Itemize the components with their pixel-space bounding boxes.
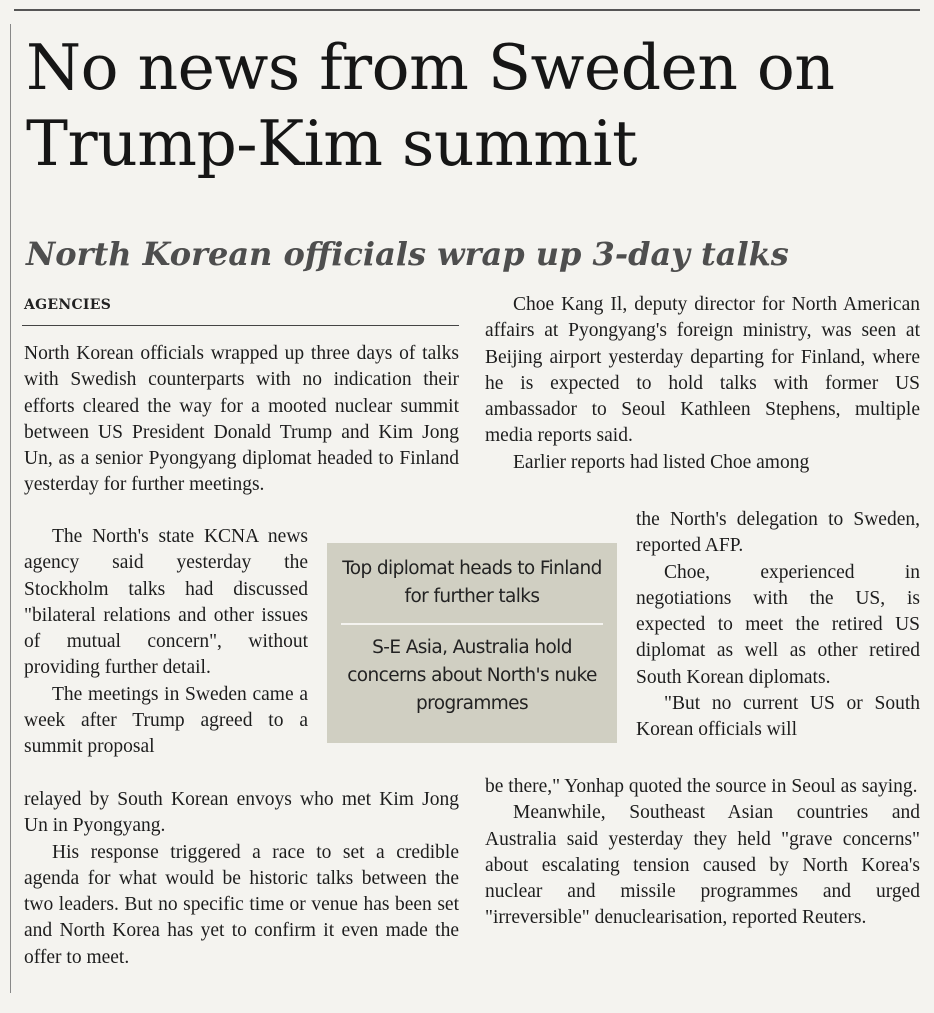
highlight-item: S-E Asia, Australia hold concerns about North's nuke programmes <box>347 637 597 714</box>
subheadline: North Korean officials wrap up 3-day talks <box>26 235 789 273</box>
highlight-divider <box>341 623 603 625</box>
paragraph: relayed by South Korean envoys who met Kim Jong Un in Pyongyang. <box>24 789 459 837</box>
paragraph: be there," Yonhap quoted the source in Seoul as saying. <box>485 776 918 797</box>
top-rule <box>14 9 920 11</box>
paragraph: "But no current US or South Korean officials will <box>636 693 920 741</box>
highlights-box <box>327 543 617 743</box>
highlight-item: Top diplomat heads to Finland for further talks <box>342 558 602 607</box>
paragraph: Earlier reports had listed Choe among <box>513 451 810 473</box>
paragraph: The meetings in Sweden came a week after Trump agreed to a summit proposal <box>24 683 308 758</box>
column-2-top <box>485 292 920 476</box>
paragraph: His response triggered a race to set a credible agenda for what would be historic talks between the two leaders. But no specific time or venue has been set and North Korea has yet to confirm it even made the offer to meet. <box>24 841 459 968</box>
column-1-bottom <box>24 787 459 971</box>
column-2-bottom <box>485 774 920 932</box>
byline-rule <box>22 325 459 326</box>
left-margin-rule <box>10 24 11 993</box>
column-1-wrap <box>24 524 308 761</box>
paragraph: North Korean officials wrapped up three days of talks with Swedish counterparts with no indication their efforts cleared the way for a mooted nuclear summit between US President Donald Trump and Kim Jong Un, as a senior Pyongyang diplomat headed to Finland yesterday for further meetings. <box>24 343 459 496</box>
paragraph: Meanwhile, Southeast Asian countries and Australia said yesterday they held "grave concerns" about escalating tension caused by North Korea's nuclear and missile programmes and urged "irreversible" denuclearisation, reported Reuters. <box>485 802 920 929</box>
column-1-top <box>24 341 459 499</box>
byline: AGENCIES <box>24 297 112 313</box>
paragraph: Choe, experienced in negotiations with the US, is expected to meet the retired US diplomat as well as other retired South Korean diplomats. <box>636 561 920 688</box>
headline: No news from Sweden on Trump-Kim summit <box>26 31 835 180</box>
paragraph: the North's delegation to Sweden, reported AFP. <box>636 509 920 557</box>
paragraph: Choe Kang Il, deputy director for North American affairs at Pyongyang's foreign ministry, was seen at Beijing airport yesterday departing for Finland, where he is expected to hold talks with former US ambassador to Seoul Kathleen Stephens, multiple media reports said. <box>485 294 920 447</box>
paragraph: The North's state KCNA news agency said yesterday the Stockholm talks had discussed "bilateral relations and other issues of mutual concern", without providing further detail. <box>24 526 308 679</box>
column-2-wrap <box>636 507 920 744</box>
